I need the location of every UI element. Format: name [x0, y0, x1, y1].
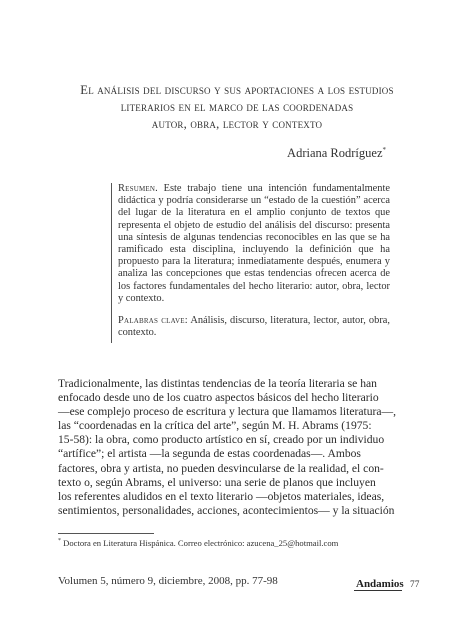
title-line-3: autor, obra, lector y contexto: [151, 117, 323, 131]
body-line: “artífice”; el artista —la segunda de estas coordenadas—. Ambos: [58, 447, 361, 461]
footnote-mark: *: [58, 538, 61, 545]
body-line: 15-58): la obra, como producto artístico en sí, creado por un individuo: [58, 433, 385, 447]
footnote: [58, 538, 338, 548]
author-name: [287, 146, 386, 161]
body-line: las “coordenadas en la crítica del arte”, según M. H. Abrams (1975:: [58, 419, 372, 433]
body-line: enfocado desde uno de los cuatro aspectos básicos del hecho literario: [58, 391, 379, 405]
author-name-text: Adriana Rodríguez: [287, 146, 383, 161]
keywords-text: Análisis, discurso, literatura, lector, autor, obra, contexto.: [118, 315, 390, 339]
journal-underline: [354, 590, 402, 591]
article-title: [40, 82, 434, 133]
body-line: sentimientos, personalidades, acciones, acontecimientos— y la situación: [58, 503, 395, 517]
author-footnote-mark: *: [382, 146, 386, 154]
body-line: texto o, según Abrams, el universo: una serie de planos que incluyen: [58, 475, 376, 489]
page-number: 77: [410, 580, 420, 590]
keywords-label: Palabras clave:: [118, 315, 188, 326]
body-line: factores, obra y artista, no pueden desvincularse de la realidad, el con-: [58, 461, 384, 475]
footnote-text: Doctora en Literatura Hispánica. Correo electrónico: azucena_25@hotmail.com: [63, 538, 339, 548]
abstract-label: Resumen.: [118, 183, 158, 194]
abstract-text: Este trabajo tiene una intención fundamentalmente didáctica y podría considerarse un “estado de la cuestión” acerca del lugar de la literatura en el amplio conjunto de textos que representa el objeto de estudio del análisis del discurso: presenta una síntesis de algunas tendencias reconocibles en las que se ha ramificado esta disciplina, incluyendo la definición que ha propuesto para la literatura; inmediatamente después, enumera y analiza las concepciones que estas tendencias ofrecen acerca de los factores fundamentales del hecho literario: autor, obra, lector y contexto.: [118, 183, 390, 304]
footnote-divider: [58, 533, 154, 534]
body-text: [58, 377, 416, 518]
body-line: —ese complejo proceso de escritura y lectura que llamamos literatura—,: [58, 405, 397, 419]
journal-name: Andamios: [356, 578, 404, 590]
body-line: Tradicionalmente, las distintas tendencias de la teoría literaria se han: [58, 377, 377, 390]
footer-citation: Volumen 5, número 9, diciembre, 2008, pp. 77-98: [58, 575, 278, 587]
keywords: [118, 315, 390, 339]
title-line-2: literarios en el marco de las coordenadas: [120, 100, 354, 114]
abstract: [118, 183, 390, 305]
body-line: los referentes aludidos en el texto literario —objetos materiales, ideas,: [58, 489, 385, 503]
title-line-1: El análisis del discurso y sus aportaciones a los estudios: [80, 83, 394, 97]
